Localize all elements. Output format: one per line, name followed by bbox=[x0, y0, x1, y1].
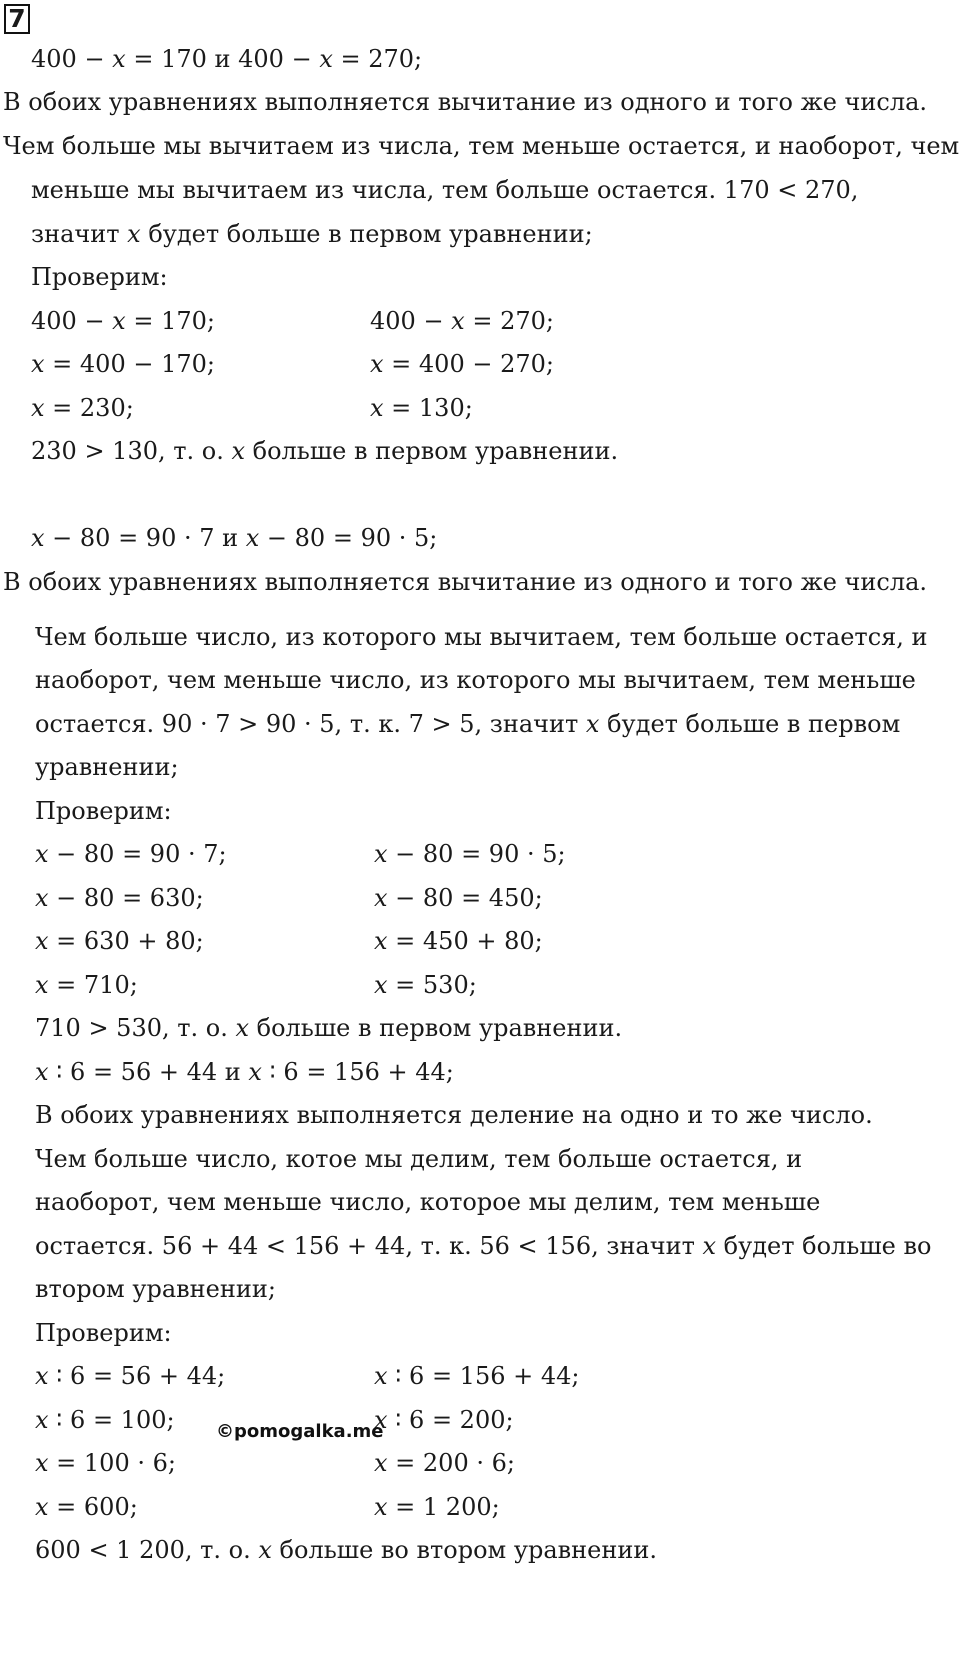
part2-equation: 𝑥 − 80 = 90 · 7 и 𝑥 − 80 = 90 · 5; bbox=[31, 524, 438, 552]
part1-left-step: 𝑥 = 400 − 170; bbox=[31, 350, 215, 378]
part1-right-step: 𝑥 = 400 − 270; bbox=[370, 350, 554, 378]
part3-rule-line-3: остается. 56 + 44 < 156 + 44, т. к. 56 < 156, значит 𝑥 будет больше во bbox=[35, 1232, 932, 1260]
part3-left-step: 𝑥 ∶ 6 = 56 + 44; bbox=[35, 1362, 226, 1390]
part3-conclusion: 600 < 1 200, т. о. 𝑥 больше во втором уравнении. bbox=[35, 1536, 657, 1564]
part2-left-step: 𝑥 − 80 = 630; bbox=[35, 884, 204, 912]
part1-left-step: 𝑥 = 230; bbox=[31, 394, 134, 422]
part1-check-heading: Проверим: bbox=[31, 263, 168, 291]
part2-rule-line-4: уравнении; bbox=[35, 753, 179, 781]
part1-rule-line-1: Чем больше мы вычитаем из числа, тем меньше остается, и наоборот, чем bbox=[3, 132, 960, 160]
part3-right-step: 𝑥 = 1 200; bbox=[374, 1493, 500, 1521]
part1-right-step: 𝑥 = 130; bbox=[370, 394, 473, 422]
part2-intro: В обоих уравнениях выполняется вычитание из одного и того же числа. bbox=[3, 568, 928, 596]
part2-right-step: 𝑥 − 80 = 450; bbox=[374, 884, 543, 912]
part1-left-step: 400 − 𝑥 = 170; bbox=[31, 307, 215, 335]
part1-conclusion: 230 > 130, т. о. 𝑥 больше в первом уравнении. bbox=[31, 437, 619, 465]
part3-rule-line-2: наоборот, чем меньше число, которое мы делим, тем меньше bbox=[35, 1188, 821, 1216]
part3-check-heading: Проверим: bbox=[35, 1319, 172, 1347]
part3-rule-line-4: втором уравнении; bbox=[35, 1275, 276, 1303]
watermark: ©pomogalka.me bbox=[216, 1421, 384, 1442]
part2-right-step: 𝑥 = 450 + 80; bbox=[374, 927, 543, 955]
task-number-badge: 7 bbox=[4, 4, 30, 34]
part2-left-step: 𝑥 − 80 = 90 · 7; bbox=[35, 840, 227, 868]
part3-right-step: 𝑥 ∶ 6 = 200; bbox=[374, 1406, 514, 1434]
part3-right-step: 𝑥 ∶ 6 = 156 + 44; bbox=[374, 1362, 580, 1390]
part1-equation: 400 − 𝑥 = 170 и 400 − 𝑥 = 270; bbox=[31, 45, 423, 73]
part1-rule-line-2: меньше мы вычитаем из числа, тем больше остается. 170 < 270, bbox=[31, 176, 859, 204]
part3-intro: В обоих уравнениях выполняется деление на одно и то же число. bbox=[35, 1101, 873, 1129]
part3-equation: 𝑥 ∶ 6 = 56 + 44 и 𝑥 ∶ 6 = 156 + 44; bbox=[35, 1058, 454, 1086]
part3-left-step: 𝑥 = 600; bbox=[35, 1493, 138, 1521]
part2-left-step: 𝑥 = 710; bbox=[35, 971, 138, 999]
part3-rule-line-1: Чем больше число, котое мы делим, тем больше остается, и bbox=[35, 1145, 803, 1173]
part1-intro: В обоих уравнениях выполняется вычитание из одного и того же числа. bbox=[3, 88, 928, 116]
part3-left-step: 𝑥 = 100 · 6; bbox=[35, 1449, 176, 1477]
part2-check-heading: Проверим: bbox=[35, 797, 172, 825]
part2-conclusion: 710 > 530, т. о. 𝑥 больше в первом уравнении. bbox=[35, 1014, 623, 1042]
part2-rule-line-2: наоборот, чем меньше число, из которого мы вычитаем, тем меньше bbox=[35, 666, 916, 694]
part3-left-step: 𝑥 ∶ 6 = 100; bbox=[35, 1406, 175, 1434]
part1-right-step: 400 − 𝑥 = 270; bbox=[370, 307, 554, 335]
part2-left-step: 𝑥 = 630 + 80; bbox=[35, 927, 204, 955]
part2-right-step: 𝑥 = 530; bbox=[374, 971, 477, 999]
part1-rule-line-3: значит 𝑥 будет больше в первом уравнении; bbox=[31, 220, 593, 248]
part2-rule-line-3: остается. 90 · 7 > 90 · 5, т. к. 7 > 5, значит 𝑥 будет больше в первом bbox=[35, 710, 901, 738]
part3-right-step: 𝑥 = 200 · 6; bbox=[374, 1449, 515, 1477]
part2-rule-line-1: Чем больше число, из которого мы вычитаем, тем больше остается, и bbox=[35, 623, 928, 651]
part2-right-step: 𝑥 − 80 = 90 · 5; bbox=[374, 840, 566, 868]
